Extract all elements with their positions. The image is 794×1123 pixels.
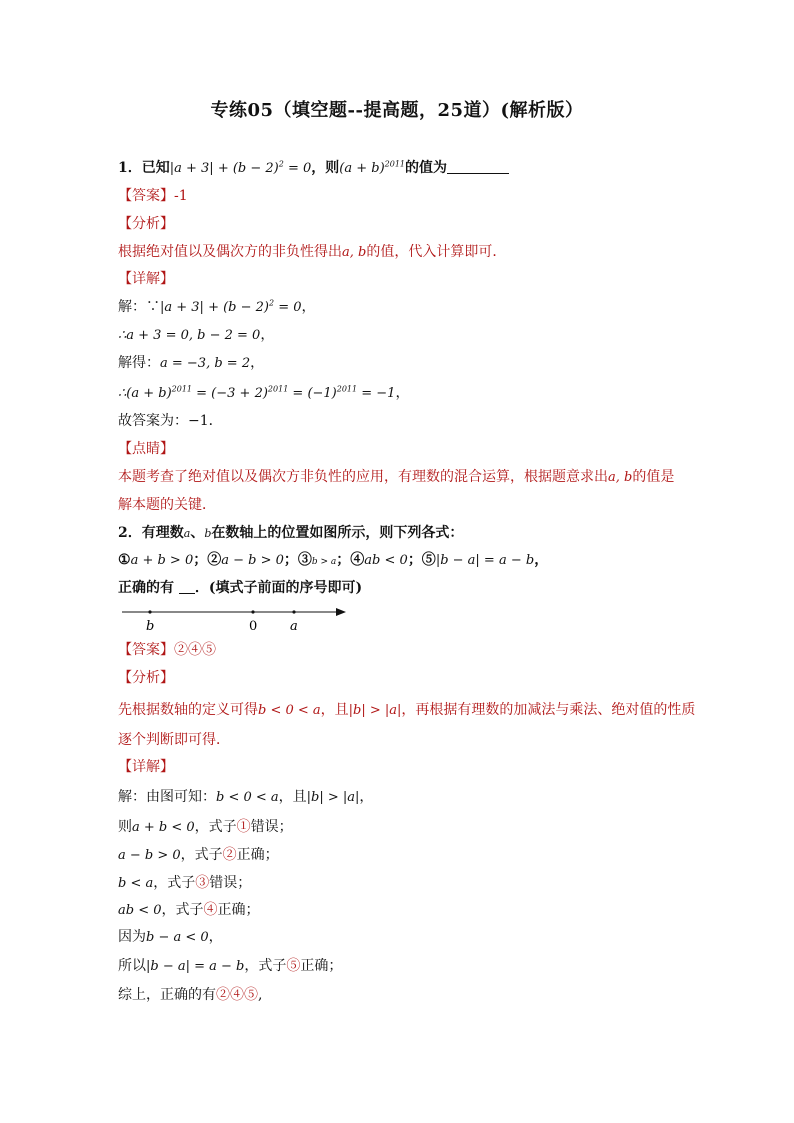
question-2-stem: 2．有理数a、b在数轴上的位置如图所示，则下列各式： <box>118 525 464 541</box>
q1-detail-line-4: ∴(a + $b)^{2011} = (-3 + 2)^{2011} = (-1)^{2011} = -1$， <box>118 384 410 401</box>
q2-detail-line-8: 综上，正确的有②④⑤, <box>118 987 263 1003</box>
q2-answer-value: ②④⑤ <box>174 642 216 658</box>
answer-label: 【答案】 <box>118 642 174 658</box>
answer-blank <box>447 159 509 174</box>
q1-comment-label: 【点睛】 <box>118 441 174 457</box>
q2-detail-line-3: a − b > 0，式子②正确； <box>118 847 279 863</box>
q2-analysis-text-2: 逐个判断即可得． <box>118 732 230 748</box>
q2-detail-line-5: ab < 0，式子④正确； <box>118 902 260 918</box>
q1-detail-line-3: 解得：a = −3, b = 2， <box>118 355 265 371</box>
question-1-stem: 1．已知$|a + 3| + (b - 2)^2 = 0$，则$(a + b)^{2011}$的值为 <box>118 158 509 179</box>
q1-comment-text-1: 本题考查了绝对值以及偶次方非负性的应用，有理数的混合运算，根据题意求出a, b的值是 <box>118 469 675 485</box>
q2-detail-line-7: 所以|b − a| = a − b，式子⑤正确； <box>118 958 343 974</box>
point-a <box>292 610 295 613</box>
label-a: a <box>290 619 298 634</box>
q2-answer <box>118 640 216 660</box>
q2-detail-line-2: 则a + b < 0，式子①错误； <box>118 819 293 835</box>
q1-detail-label: 【详解】 <box>118 271 174 287</box>
axis-arrow-icon <box>336 608 346 616</box>
q1-detail-line-5: 故答案为：−1． <box>118 413 223 429</box>
q1-comment-text-2: 解本题的关键． <box>118 497 216 513</box>
answer-blank <box>179 579 195 594</box>
q1-analysis-text: 根据绝对值以及偶次方的非负性得出a, b的值，代入计算即可． <box>118 244 507 260</box>
q1-answer-value: -1 <box>174 188 188 204</box>
label-zero: 0 <box>249 619 258 634</box>
q2-analysis-text-1: 先根据数轴的定义可得b < 0 < a，且|b| > |a|，再根据有理数的加减法与乘法、绝对值的性质 <box>118 702 696 718</box>
q2-detail-line-6: 因为b − a < 0， <box>118 929 223 945</box>
question-2-options: ①a + b > 0；②a − b > 0；③b > a；④ab < 0；⑤|b − a| = a − b， <box>118 552 549 568</box>
page-title: 专练05（填空题--提高题，25道）(解析版） <box>210 100 584 121</box>
q2-detail-line-4: b < a，式子③错误； <box>118 875 252 891</box>
number-line-figure <box>120 604 360 634</box>
q1-analysis-label: 【分析】 <box>118 216 174 232</box>
q2-detail-label: 【详解】 <box>118 759 174 775</box>
label-b: b <box>146 619 155 634</box>
q1-answer <box>118 186 188 206</box>
q1-detail-line-1: 解：∵|a + $3| + (b - 2)^2 = 0$， <box>118 298 316 315</box>
q2-detail-line-1: 解：由图可知：b < 0 < a，且|b| > |a|， <box>118 789 374 805</box>
answer-label: 【答案】 <box>118 188 174 204</box>
q1-detail-line-2: ∴a + 3 = 0, b − 2 = 0， <box>118 327 275 343</box>
point-b <box>148 610 151 613</box>
question-2-ask: 正确的有 ．(填式子前面的序号即可) <box>118 580 363 596</box>
q2-analysis-label: 【分析】 <box>118 670 174 686</box>
point-zero <box>251 610 254 613</box>
